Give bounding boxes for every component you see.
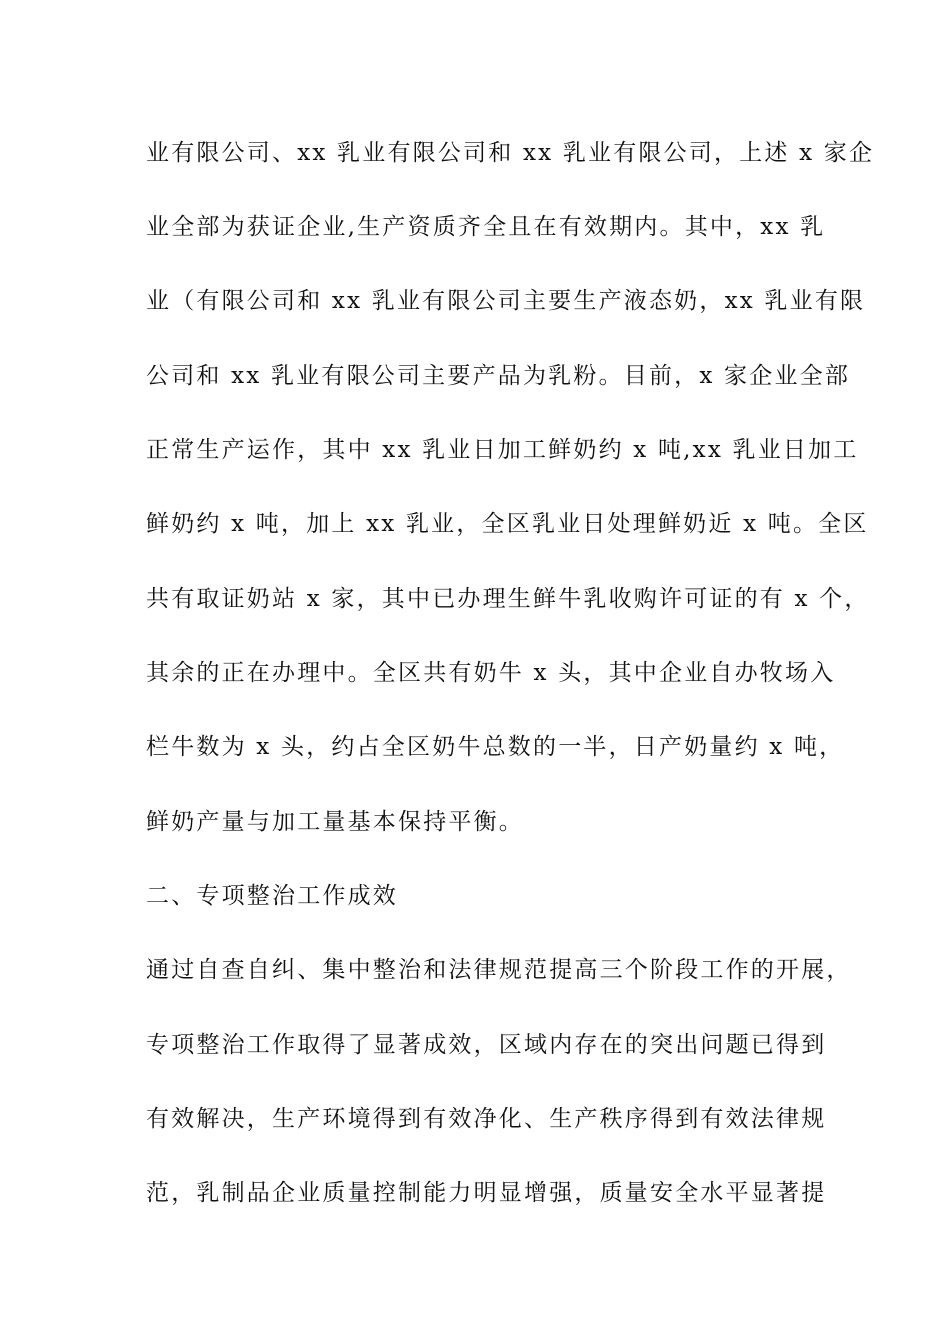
paragraph-line: 业全部为获证企业,生产资质齐全且在有效期内。其中，xx 乳 xyxy=(146,214,826,240)
paragraph-line: 业（有限公司和 xx 乳业有限公司主要生产液态奶，xx 乳业有限 xyxy=(146,288,866,314)
paragraph-line: 正常生产运作，其中 xx 乳业日加工鲜奶约 x 吨,xx 乳业日加工 xyxy=(146,437,859,463)
paragraph-line: 共有取证奶站 x 家，其中已办理生鲜牛乳收购许可证的有 x 个， xyxy=(146,586,870,612)
paragraph-line: 范，乳制品企业质量控制能力明显增强，质量安全水平显著提 xyxy=(146,1180,827,1206)
paragraph-line: 业有限公司、xx 乳业有限公司和 xx 乳业有限公司，上述 x 家企 xyxy=(146,140,875,166)
paragraph-line: 通过自查自纠、集中整治和法律规范提高三个阶段工作的开展， xyxy=(146,957,852,983)
section-heading: 二、专项整治工作成效 xyxy=(146,883,398,909)
paragraph-line: 有效解决，生产环境得到有效净化、生产秩序得到有效法律规 xyxy=(146,1106,827,1132)
paragraph-line: 专项整治工作取得了显著成效，区域内存在的突出问题已得到 xyxy=(146,1032,827,1058)
paragraph-line: 栏牛数为 x 头，约占全区奶牛总数的一半，日产奶量约 x 吨， xyxy=(146,734,845,760)
paragraph-line: 公司和 xx 乳业有限公司主要产品为乳粉。目前，x 家企业全部 xyxy=(146,363,851,389)
paragraph-line: 其余的正在办理中。全区共有奶牛 x 头，其中企业自办牧场入 xyxy=(146,660,836,686)
paragraph-line: 鲜奶产量与加工量基本保持平衡。 xyxy=(146,809,524,835)
paragraph-line: 鲜奶约 x 吨，加上 xx 乳业，全区乳业日处理鲜奶近 x 吨。全区 xyxy=(146,511,869,537)
